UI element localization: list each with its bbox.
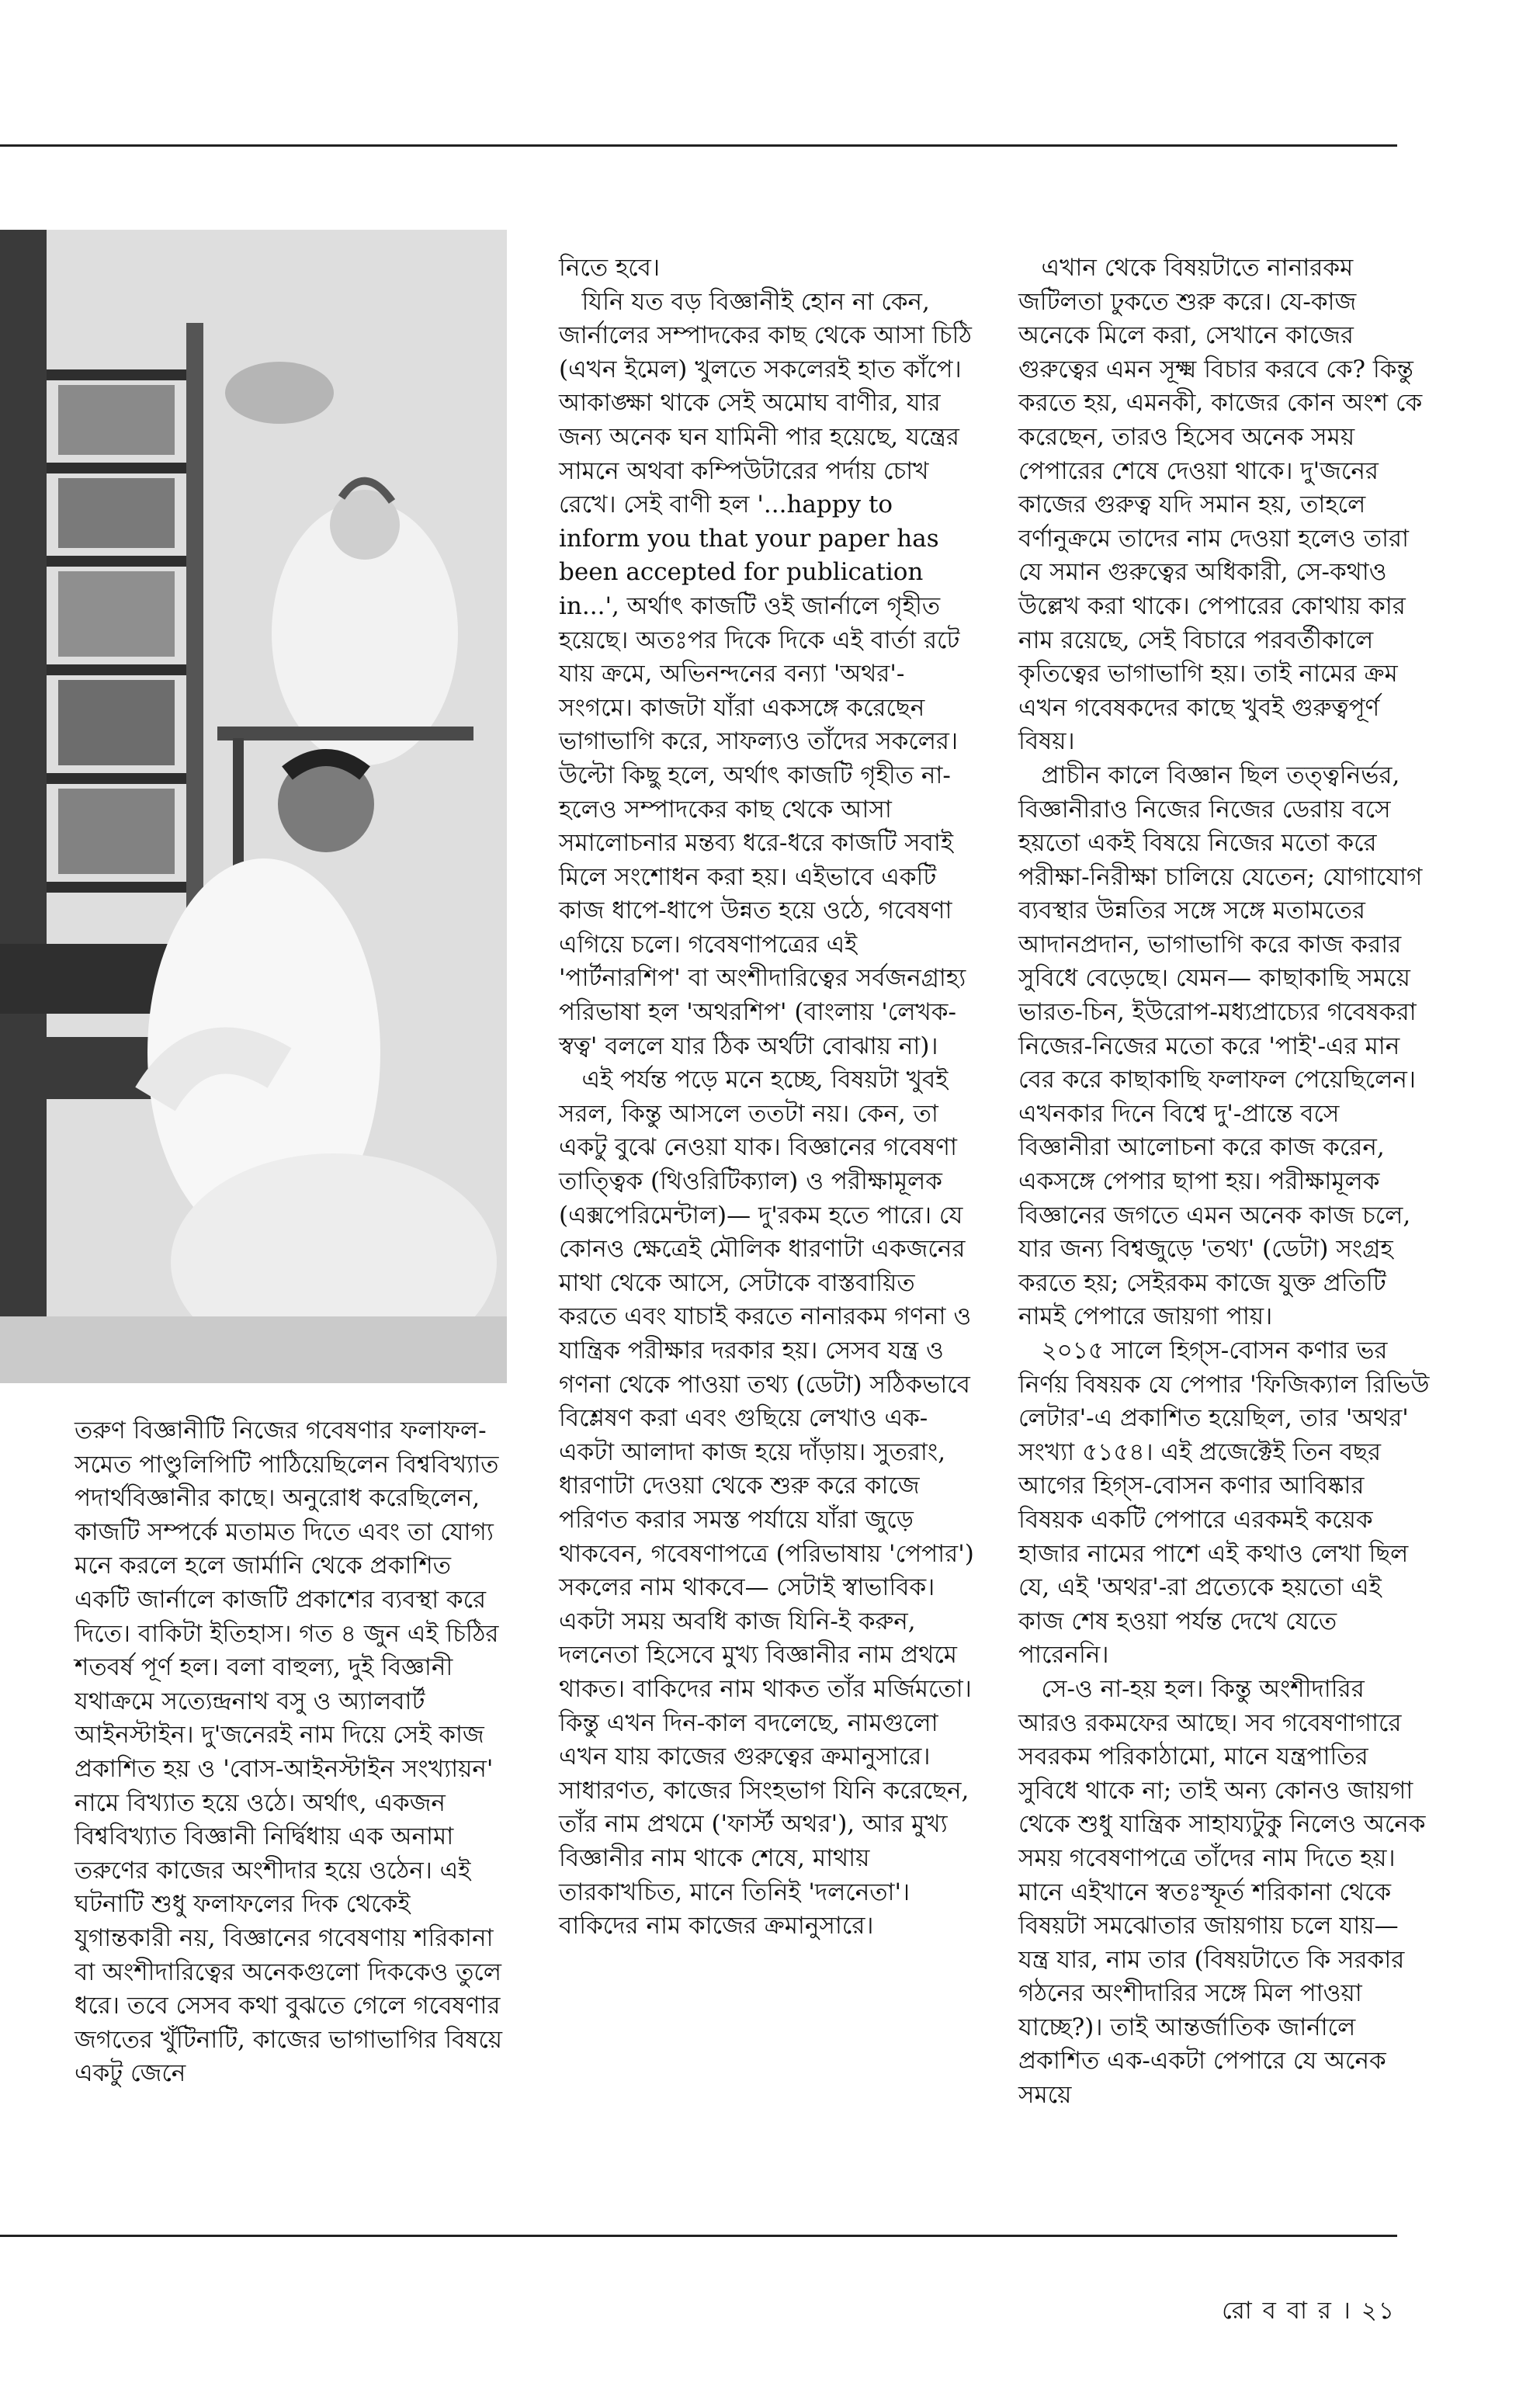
photo-caption-column: [75, 1414, 505, 2091]
paragraph: নিতে হবে।: [559, 254, 661, 282]
paragraph: ২০১৫ সালে হিগ্স-বোসন কণার ভর নির্ণয় বিষয়ক যে পেপার 'ফিজিক্যাল রিভিউ লেটার'-এ প্রকাশিত হয়েছিল, তার 'অথর' সংখ্যা ৫১৫৪। এই প্রজেক্টেই তিন বছর আগের হিগ্স-বোসন কণার আবিষ্কার বিষয়ক একটি পেপারে এরকমই কয়েক হাজার নামের পাশে এই কথাও লেখা ছিল যে, এই 'অথর'-রা প্রত্যেকে হয়তো এই কাজ শেষ হওয়া পর্যন্ত দেখে যেতে পারেননি।: [1018, 1337, 1430, 1670]
magazine-name: রো ব বা র: [1222, 2297, 1333, 2325]
page-number: ২১: [1361, 2297, 1396, 2325]
paragraph: এই পর্যন্ত পড়ে মনে হচ্ছে, বিষয়টা খুবই সরল, কিন্তু আসলে ততটা নয়। কেন, তা একটু বুঝে নেওয়া যাক। বিজ্ঞানের গবেষণা তাত্ত্বিক (থিওরিটিক্যাল) ও পরীক্ষামূলক (এক্সপেরিমেন্টাল)— দু'রকম হতে পারে। যে কোনও ক্ষেত্রেই মৌলিক ধারণাটা একজনের মাথা থেকে আসে, সেটাকে বাস্তবায়িত করতে এবং যাচাই করতে নানারকম গণনা ও যান্ত্রিক পরীক্ষার দরকার হয়। সেসব যন্ত্র ও গণনা থেকে পাওয়া তথ্য (ডেটা) সঠিকভাবে বিশ্লেষণ করা এবং গুছিয়ে লেখাও এক-একটা আলাদা কাজ হয়ে দাঁড়ায়। সুতরাং, ধারণাটা দেওয়া থেকে শুরু করে কাজে পরিণত করার সমস্ত পর্যায়ে যাঁরা জুড়ে থাকবেন, গবেষণাপত্রে (পরিভাষায় 'পেপার') সকলের নাম থাকবে— সেটাই স্বাভাবিক। একটা সময় অবধি কাজ যিনি-ই করুন, দলনেতা হিসেবে মুখ্য বিজ্ঞানীর নাম প্রথমে থাকত। বাকিদের নাম থাকত তাঁর মর্জিমতো। কিন্তু এখন দিন-কাল বদলেছে, নামগুলো এখন যায় কাজের গুরুত্বের ক্রমানুসারে। সাধারণত, কাজের সিংহভাগ যিনি করেছেন, তাঁর নাম প্রথমে ('ফার্স্ট অথর'), আর মুখ্য বিজ্ঞানীর নাম থাকে শেষে, মাথায় তারকাখচিত, মানে তিনিই 'দলনেতা'। বাকিদের নাম কাজের ক্রমানুসারে।: [559, 1066, 974, 1940]
paragraph: এখান থেকে বিষয়টাতে নানারকম জটিলতা ঢুকতে শুরু করে। যে-কাজ অনেকে মিলে করা, সেখানে কাজের গুরুত্বের এমন সূক্ষ্ম বিচার করবে কে? কিন্তু করতে হয়, এমনকী, কাজের কোন অংশ কে করেছেন, তারও হিসেব অনেক সময় পেপারের শেষে দেওয়া থাকে। দু'জনের কাজের গুরুত্ব যদি সমান হয়, তাহলে বর্ণানুক্রমে তাদের নাম দেওয়া হলেও তারা যে সমান গুরুত্বের অধিকারী, সে-কথাও উল্লেখ করা থাকে। পেপারের কোথায় কার নাম রয়েছে, সেই বিচারে পরবর্তীকালে কৃতিত্বের ভাগাভাগি হয়। তাই নামের ক্রম এখন গবেষকদের কাছে খুবই গুরুত্বপূর্ণ বিষয়।: [1018, 254, 1423, 756]
photo-illustration: [0, 230, 507, 1383]
paragraph: সে-ও না-হয় হল। কিন্তু অংশীদারির আরও রকমফের আছে। সব গবেষণাগারে সবরকম পরিকাঠামো, মানে যন্ত্রপাতির সুবিধে থাকে না; তাই অন্য কোনও জায়গা থেকে শুধু যান্ত্রিক সাহায্যটুকু নিলেও অনেক সময় গবেষণাপত্রে তাঁদের নাম দিতে হয়। মানে এইখানে স্বতঃস্ফূর্ত শরিকানা থেকে বিষয়টা সমঝোতার জায়গায় চলে যায়— যন্ত্র যার, নাম তার (বিষয়টাতে কি সরকার গঠনের অংশীদারির সঙ্গে মিল পাওয়া যাচ্ছে?)। তাই আন্তর্জাতিক জার্নালে প্রকাশিত এক-একটা পেপারে যে অনেক সময়ে: [1018, 1674, 1426, 2110]
article-column-middle: [559, 251, 976, 1944]
article-column-right: [1018, 251, 1430, 2113]
archival-photo: [0, 230, 507, 1383]
bottom-rule: [0, 2235, 1397, 2237]
footer-separator: ।: [1341, 2297, 1352, 2325]
caption-paragraph: তরুণ বিজ্ঞানীটি নিজের গবেষণার ফলাফল-সমেত পাণ্ডুলিপিটি পাঠিয়েছিলেন বিশ্ববিখ্যাত পদার্থবিজ্ঞানীর কাছে। অনুরোধ করেছিলেন, কাজটি সম্পর্কে মতামত দিতে এবং তা যোগ্য মনে করলে হলে জার্মানি থেকে প্রকাশিত একটি জার্নালে কাজটি প্রকাশের ব্যবস্থা করে দিতে। বাকিটা ইতিহাস। গত ৪ জুন এই চিঠির শতবর্ষ পূর্ণ হল। বলা বাহুল্য, দুই বিজ্ঞানী যথাক্রমে সত্যেন্দ্রনাথ বসু ও অ্যালবার্ট আইনস্টাইন। দু'জনেরই নাম দিয়ে সেই কাজ প্রকাশিত হয় ও 'বোস-আইনস্টাইন সংখ্যায়ন' নামে বিখ্যাত হয়ে ওঠে। অর্থাৎ, একজন বিশ্ববিখ্যাত বিজ্ঞানী নির্দ্বিধায় এক অনামা তরুণের কাজের অংশীদার হয়ে ওঠেন। এই ঘটনাটি শুধু ফলাফলের দিক থেকেই যুগান্তকারী নয়, বিজ্ঞানের গবেষণায় শরিকানা বা অংশীদারিত্বের অনেকগুলো দিককেও তুলে ধরে। তবে সেসব কথা বুঝতে গেলে গবেষণার জগতের খুঁটিনাটি, কাজের ভাগাভাগির বিষয়ে একটু জেনে: [75, 1417, 503, 2088]
top-rule: [0, 144, 1397, 147]
paragraph: যিনি যত বড় বিজ্ঞানীই হোন না কেন, জার্নালের সম্পাদকের কাছ থেকে আসা চিঠি (এখন ইমেল) খুলতে সকলেরই হাত কাঁপে। আকাঙ্ক্ষা থাকে সেই অমোঘ বাণীর, যার জন্য অনেক ঘন যামিনী পার হয়েছে, যন্ত্রের সামনে অথবা কম্পিউটারের পর্দায় চোখ রেখে। সেই বাণী হল '...happy to inform you that your paper has been accepted for publication in...', অর্থাৎ কাজটি ওই জার্নালে গৃহীত হয়েছে। অতঃপর দিকে দিকে এই বার্তা রটে যায় ক্রমে, অভিনন্দনের বন্যা 'অথর'-সংগমে। কাজটা যাঁরা একসঙ্গে করেছেন ভাগাভাগি করে, সাফল্যও তাঁদের সকলের। উল্টো কিছু হলে, অর্থাৎ কাজটি গৃহীত না-হলেও সম্পাদকের কাছ থেকে আসা সমালোচনার মন্তব্য ধরে-ধরে কাজটি সবাই মিলে সংশোধন করা হয়। এইভাবে একটি কাজ ধাপে-ধাপে উন্নত হয়ে ওঠে, গবেষণা এগিয়ে চলে। গবেষণাপত্রের এই 'পার্টনারশিপ' বা অংশীদারিত্বের সর্বজনগ্রাহ্য পরিভাষা হল 'অথরশিপ' (বাংলায় 'লেখক-স্বত্ব' বললে যার ঠিক অর্থটা বোঝায় না)।: [559, 287, 972, 1060]
page-footer: [1222, 2292, 1396, 2332]
paragraph: প্রাচীন কালে বিজ্ঞান ছিল তত্ত্বনির্ভর, বিজ্ঞানীরাও নিজের নিজের ডেরায় বসে হয়তো একই বিষয়ে নিজের মতো করে পরীক্ষা-নিরীক্ষা চালিয়ে যেতেন; যোগাযোগ ব্যবস্থার উন্নতির সঙ্গে সঙ্গে মতামতের আদানপ্রদান, ভাগাভাগি করে কাজ করার সুবিধে বেড়েছে। যেমন— কাছাকাছি সময়ে ভারত-চিন, ইউরোপ-মধ্যপ্রাচ্যের গবেষকরা নিজের-নিজের মতো করে 'পাই'-এর মান বের করে কাছাকাছি ফলাফল পেয়েছিলেন। এখনকার দিনে বিশ্বে দু'-প্রান্তে বসে বিজ্ঞানীরা আলোচনা করে কাজ করেন, একসঙ্গে পেপার ছাপা হয়। পরীক্ষামূলক বিজ্ঞানের জগতে এমন অনেক কাজ চলে, যার জন্য বিশ্বজুড়ে 'তথ্য' (ডেটা) সংগ্রহ করতে হয়; সেইরকম কাজে যুক্ত প্রতিটি নামই পেপারে জায়গা পায়।: [1018, 761, 1423, 1331]
